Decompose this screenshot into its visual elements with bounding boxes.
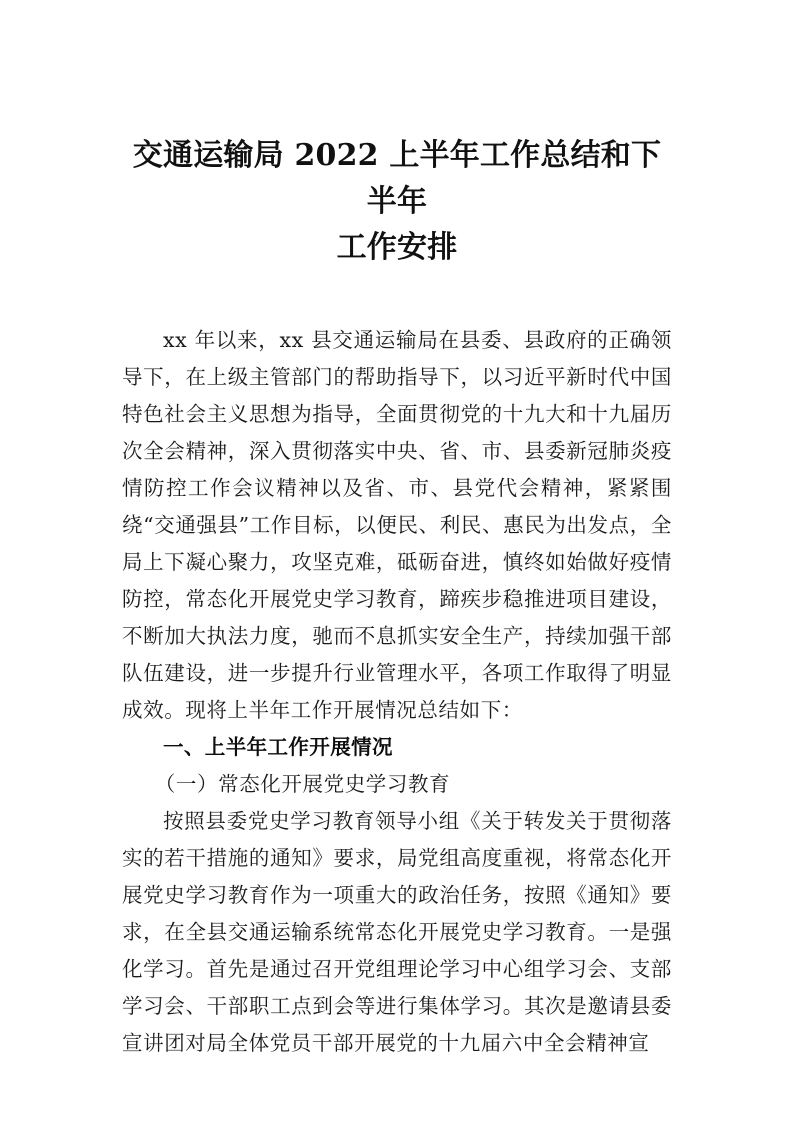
page-title-line-1: 交通运输局 2022 上半年工作总结和下半年 — [132, 138, 662, 219]
heading-section-one: 一、上半年工作开展情况 — [163, 735, 393, 759]
page-title — [122, 0, 672, 271]
paragraph-party-history-education: 按照县委党史学习教育领导小组《关于转发关于贯彻落实的若干措施的通知》要求，局党组高度重视，将常态化开展党史学习教育作为一项重大的政治任务，按照《通知》要求，在全县交通运输系统常态化开展党史学习教育。一是强化学习。首先是通过召开党组理论学习中心组学习会、支部学习会、干部职工点到会等进行集体学习。其次是邀请县委宣讲团对局全体党员干部开展党的十九届六中全会精神宣 — [122, 809, 672, 1055]
opening-paragraph: xx 年以来，xx 县交通运输局在县委、县政府的正确领导下，在上级主管部门的帮助指导下，以习近平新时代中国特色社会主义思想为指导，全面贯彻党的十九大和十九届历次全会精神，深入贯彻落实中央、省、市、县委新冠肺炎疫情防控工作会议精神以及省、市、县党代会精神，紧紧围绕“交通强县”工作目标，以便民、利民、惠民为出发点，全局上下凝心聚力，攻坚克难，砥砺奋进，慎终如始做好疫情防控，常态化开展党史学习教育，蹄疾步稳推进项目建设，不断加大执法力度，驰而不息抓实安全生产，持续加强干部队伍建设，进一步提升行业管理水平，各项工作取得了明显成效。现将上半年工作开展情况总结如下： — [122, 328, 672, 722]
page-title-line-2: 工作安排 — [336, 230, 458, 265]
document-text-column — [122, 0, 672, 1062]
heading-subsection-one-1: （一）常态化开展党史学习教育 — [154, 772, 451, 796]
